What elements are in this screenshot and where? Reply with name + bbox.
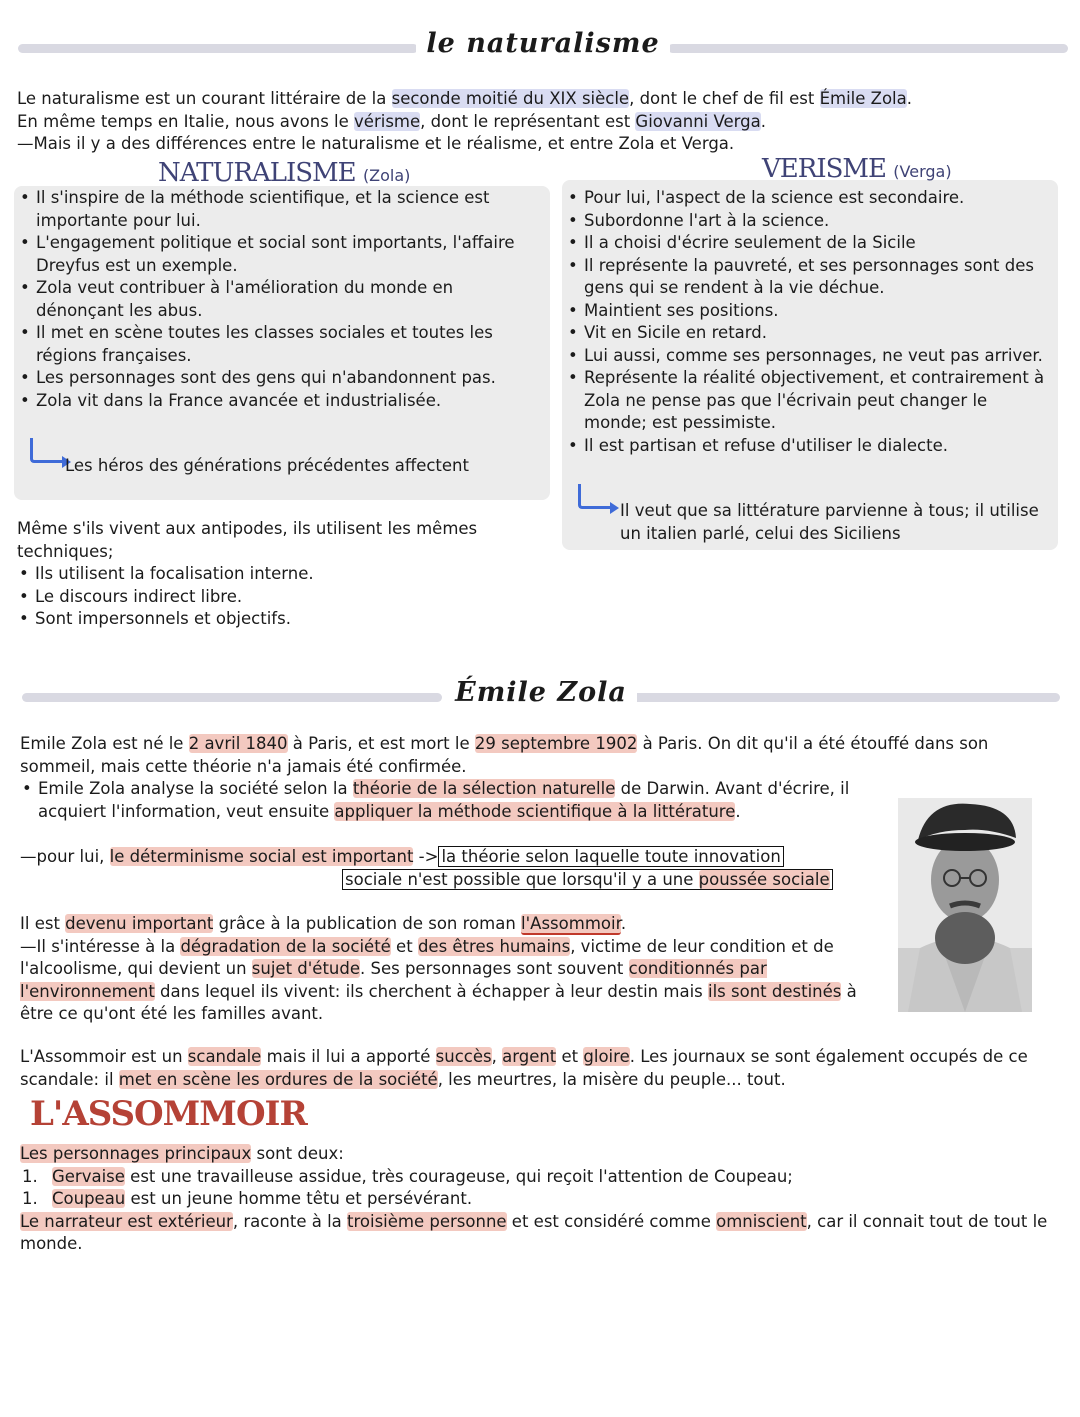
list-item: • Emile Zola analyse la société selon la théorie de la sélection naturelle de Darwin. Avant d'écrire, il acquiert l'information, veut ensuite appliquer la méthode scientifique à la littérature. (20, 778, 875, 823)
zola-paragraph-assommoir: Il est devenu important grâce à la publication de son roman l'Assommoir. —Il s'intéresse à la dégradation de la société et des êtres humains, victime de leur condition et de l'alcoolisme, qui devient un sujet d'étude. Ses personnages sont souvent conditionnés par l'environnement dans lequel ils vivent: ils cherchent à échapper à leur destin mais ils sont destinés à être ce qu'ont été les familles avant. (20, 914, 857, 1023)
list-item: • Sont impersonnels et objectifs. (17, 608, 537, 631)
naturalisme-note: Les héros des générations précédentes affectent (65, 456, 469, 475)
zola-portrait-image (898, 798, 1032, 1012)
list-item: • Le discours indirect libre. (17, 586, 537, 609)
list-item: • Vit en Sicile en retard. (566, 322, 1050, 345)
common-techniques (17, 518, 537, 631)
intro-paragraph: Le naturalisme est un courant littéraire de la seconde moitié du XIX siècle, dont le chef de fil est Émile Zola. En même temps en Italie, nous avons le vérisme, dont le représentant est Giovanni Verga. —Mais il y a des différences entre le naturalisme et le réalisme, et entre Zola et Verga. (17, 89, 913, 153)
assommoir-content: Les personnages principaux sont deux: 1. Gervaise est une travailleuse assidue, très courageuse, qui reçoit l'attention de Coupeau; 1. Coupeau est un jeune homme têtu et persévérant. Le narrateur est extérieur, raconte à la troisième personne et est considéré comme omniscient, car il connait tout de tout le monde. (20, 1143, 1050, 1256)
title-row-zola (22, 677, 1060, 717)
naturalisme-heading: NATURALISME (Zola) (158, 158, 411, 188)
verisme-heading: VERISME (Verga) (762, 154, 952, 184)
list-item: • Pour lui, l'aspect de la science est secondaire. (566, 187, 1050, 210)
arrow-icon (578, 484, 611, 509)
zola-determinism: —pour lui, le déterminisme social est important -> la théorie selon laquelle toute innovation sociale n'est possible que lorsqu'il y a une poussée sociale (20, 846, 890, 891)
list-item: • Subordonne l'art à la science. (566, 210, 1050, 233)
common-list (17, 563, 537, 631)
list-item: • Zola veut contribuer à l'amélioration du monde en dénonçant les abus. (18, 277, 540, 322)
section-title-assommoir: L'ASSOMMOIR (30, 1094, 307, 1134)
zola-method (20, 778, 875, 823)
list-item: • Zola vit dans la France avancée et industrialisée. (18, 390, 540, 413)
list-item: • Les personnages sont des gens qui n'abandonnent pas. (18, 367, 540, 390)
page-title: le naturalisme (18, 28, 1068, 59)
verisme-note: Il veut que sa littérature parvienne à tous; il utilise un italien parlé, celui des Siciliens (620, 501, 1039, 543)
section-title-zola: Émile Zola (22, 677, 1060, 708)
list-item: • Maintient ses positions. (566, 300, 1050, 323)
title-row-naturalisme (18, 28, 1068, 68)
list-item: • Lui aussi, comme ses personnages, ne veut pas arriver. (566, 345, 1050, 368)
list-item: • Il a choisi d'écrire seulement de la Sicile (566, 232, 1050, 255)
narrator-line: Le narrateur est extérieur, raconte à la troisième personne et est considéré comme omniscient, car il connait tout de tout le monde. (20, 1211, 1048, 1253)
zola-bio: Emile Zola est né le 2 avril 1840 à Paris, et est mort le 29 septembre 1902 à Paris. On dit qu'il a été étouffé dans son sommeil, mais cette théorie n'a jamais été confirmée. (20, 734, 989, 776)
list-item: • Il représente la pauvreté, et ses personnages sont des gens qui se rendent à la vie déchue. (566, 255, 1050, 300)
list-item: • Ils utilisent la focalisation interne. (17, 563, 537, 586)
list-item: • Représente la réalité objectivement, et contrairement à Zola ne pense pas que l'écrivain peut changer le monde; est pessimiste. (566, 367, 1050, 435)
list-item: • Il met en scène toutes les classes sociales et toutes les régions françaises. (18, 322, 540, 367)
zola-paragraph-scandale: L'Assommoir est un scandale mais il lui a apporté succès, argent et gloire. Les journaux se sont également occupés de ce scandale: il met en scène les ordures de la société, les meurtres, la misère du peuple... tout. (20, 1047, 1028, 1089)
characters-list (20, 1166, 1050, 1211)
list-item: 1. Coupeau est un jeune homme têtu et persévérant. (22, 1189, 473, 1208)
list-item: • Il s'inspire de la méthode scientifique, et la science est importante pour lui. (18, 187, 540, 232)
naturalisme-list (18, 187, 540, 412)
verisme-list-wrap (566, 187, 1050, 457)
definition-box-line2: sociale n'est possible que lorsqu'il y a une poussée sociale (342, 869, 833, 890)
common-intro: Même s'ils vivent aux antipodes, ils utilisent les mêmes techniques; (17, 519, 478, 561)
list-item: • Il est partisan et refuse d'utiliser le dialecte. (566, 435, 1050, 458)
list-item: 1. Gervaise est une travailleuse assidue, très courageuse, qui reçoit l'attention de Coupeau; (22, 1166, 793, 1186)
list-item: • L'engagement politique et social sont importants, l'affaire Dreyfus est un exemple. (18, 232, 540, 277)
verisme-list (566, 187, 1050, 457)
naturalisme-list-wrap (18, 187, 540, 412)
definition-box-line1: la théorie selon laquelle toute innovation (438, 846, 783, 867)
